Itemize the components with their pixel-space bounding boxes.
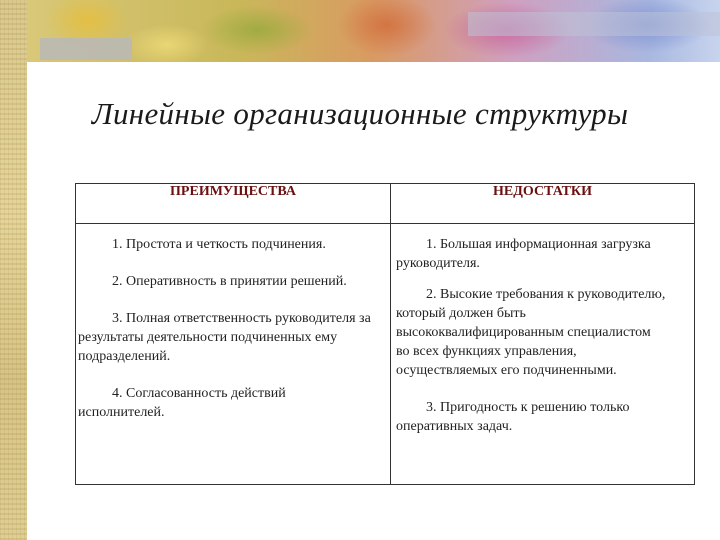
table-body-row (76, 224, 695, 485)
advantage-item: 3. Полная ответственность руководителя за результаты деятельности подчиненных ему подразделений. (78, 311, 371, 364)
banner-light-band (468, 12, 720, 36)
header-advantages: ПРЕИМУЩЕСТВА (76, 184, 391, 224)
banner-gray-block (40, 38, 132, 60)
advantage-item: 1. Простота и четкость подчинения. (112, 237, 326, 252)
disadvantage-item: 1. Большая информационная загрузка руководителя. (396, 237, 651, 271)
disadvantages-cell (391, 224, 695, 485)
disadvantage-item: 2. Высокие требования к руководителю, который должен быть высококвалифицированным специалистом во всех функциях управления, осуществляемых его подчиненными. (396, 287, 666, 378)
slide-title: Линейные организационные структуры (91, 96, 629, 131)
header-disadvantages: НЕДОСТАТКИ (391, 184, 695, 224)
disadvantage-item: 3. Пригодность к решению только оперативных задач. (396, 400, 630, 434)
table-header-row (76, 184, 695, 224)
comparison-table (75, 183, 695, 485)
left-decorative-strip (0, 0, 27, 540)
advantages-cell (76, 224, 391, 485)
advantage-item: 2. Оперативность в принятии решений. (112, 274, 347, 289)
advantage-item: 4. Согласованность действий исполнителей. (78, 386, 286, 420)
